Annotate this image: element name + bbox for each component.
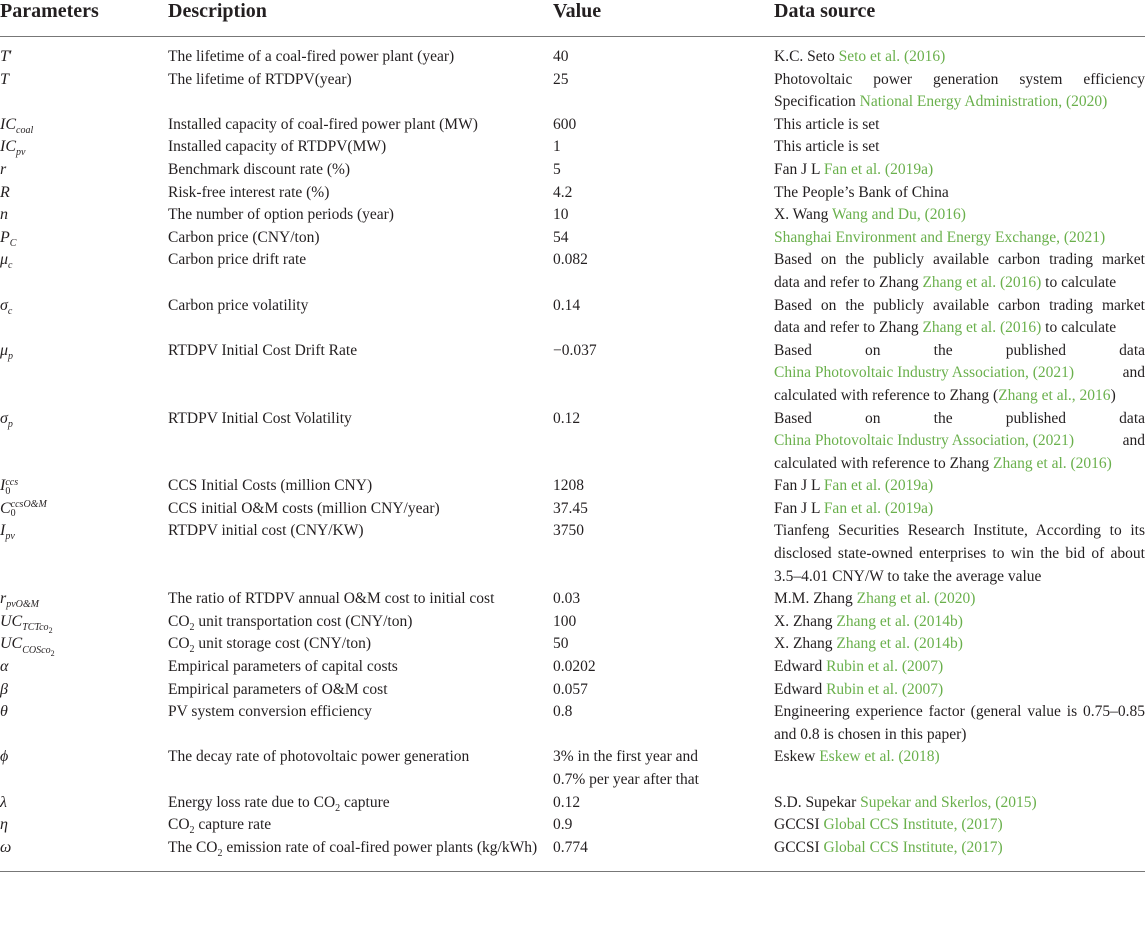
table-row [0, 792, 1145, 815]
param-value: 0.0202 [553, 658, 596, 676]
param-symbol: $P_C$ [0, 228, 17, 249]
header-value: Value [553, 0, 774, 37]
param-description: The number of option periods (year) [168, 206, 394, 224]
table-row [0, 475, 1145, 498]
param-value: 3750 [553, 522, 584, 540]
param-source: This article is set [774, 115, 880, 133]
table-row [0, 114, 1145, 137]
citation-link[interactable]: Eskew et al. (2018) [819, 748, 940, 766]
param-symbol: ω [0, 837, 168, 872]
param-description: The lifetime of RTDPV(year) [168, 70, 352, 88]
table-row [0, 69, 1145, 114]
param-source: Based on the published data China Photovoltaic Industry Association, (2021) and calculated with reference to Zhang Zhang et al. (2016) [774, 409, 1145, 472]
param-value: 0.9 [553, 816, 573, 834]
citation-link[interactable]: Zhang et al. (2016) [922, 273, 1042, 291]
table-row [0, 340, 1145, 408]
param-value: 0.774 [553, 837, 774, 872]
param-source: S.D. Supekar Supekar and Skerlos, (2015) [774, 793, 1037, 811]
param-symbol: ϕ [0, 748, 9, 766]
table-row [0, 701, 1145, 746]
header-parameters: Parameters [0, 0, 168, 37]
param-description: Installed capacity of RTDPV(MW) [168, 138, 387, 156]
param-description: $CO_2$ unit storage cost (CNY/ton) [168, 635, 372, 656]
table-row [0, 204, 1145, 227]
param-symbol: θ [0, 703, 8, 721]
table-row [0, 656, 1145, 679]
param-source: GCCSI Global CCS Institute, (2017) [774, 837, 1145, 872]
citation-link[interactable]: Global CCS Institute, (2017) [823, 816, 1003, 834]
param-symbol: $IC_{coal}$ [0, 115, 34, 136]
param-value: 100 [553, 612, 577, 630]
param-description: $CO_2$ unit transportation cost (CNY/ton) [168, 612, 413, 633]
citation-link[interactable]: Zhang et al. (2016) [922, 319, 1042, 337]
param-value: 0.14 [553, 296, 581, 314]
param-description: CCS initial O&M costs (million CNY/year) [168, 499, 440, 517]
param-value: 50 [553, 635, 569, 653]
param-value: 0.8 [553, 703, 573, 721]
param-value: 600 [553, 115, 577, 133]
param-value: 0.03 [553, 590, 581, 608]
param-source: Fan J L Fan et al. (2019a) [774, 499, 934, 517]
param-source: Fan J L Fan et al. (2019a) [774, 160, 934, 178]
citation-link[interactable]: Fan et al. (2019a) [823, 477, 934, 495]
param-source: Edward Rubin et al. (2007) [774, 680, 944, 698]
param-symbol: I ccs 0 [0, 476, 19, 497]
citation-link[interactable]: Rubin et al. (2007) [826, 680, 944, 698]
table-row [0, 520, 1145, 588]
param-value: 0.057 [553, 680, 588, 698]
param-value: 0.12 [553, 793, 581, 811]
param-value: 54 [553, 228, 569, 246]
param-value: 10 [553, 206, 569, 224]
param-description: Carbon price volatility [168, 296, 309, 314]
param-source [774, 227, 1145, 250]
param-source: Based on the publicly available carbon trading market data and refer to Zhang Zhang et al. (2016) to calculate [774, 296, 1145, 337]
param-symbol: β [0, 680, 8, 698]
param-value: 0.082 [553, 251, 588, 269]
table-row [0, 136, 1145, 159]
header-description: Description [168, 0, 553, 37]
param-symbol: n [0, 206, 8, 224]
param-source: Tianfeng Securities Research Institute, According to its disclosed state-owned enterprises to win the bid of about 3.5–4.01 CNY/W to take the average value [774, 522, 1145, 585]
table-row [0, 227, 1145, 250]
citation-link[interactable]: Seto et al. (2016) [838, 48, 946, 65]
param-source: Based on the published data China Photovoltaic Industry Association, (2021) and calculated with reference to Zhang (Zhang et al., 2016) [774, 341, 1145, 404]
param-description: CCS Initial Costs (million CNY) [168, 477, 373, 495]
citation-link[interactable]: Zhang et al. (2020) [856, 590, 976, 608]
table-row [0, 295, 1145, 340]
param-symbol: r [0, 160, 7, 178]
citation-link[interactable]: Supekar and Skerlos, (2015) [860, 793, 1037, 811]
param-source: Photovoltaic power generation system efficiency Specification National Energy Administration, (2020) [774, 70, 1145, 111]
citation-link[interactable]: Wang and Du, (2016) [832, 206, 966, 224]
param-value: −0.037 [553, 341, 597, 359]
param-description: Empirical parameters of capital costs [168, 658, 398, 676]
param-symbol: $\mu_p$ [0, 341, 14, 362]
param-source: The People’s Bank of China [774, 183, 949, 201]
citation-link[interactable]: Fan et al. (2019a) [823, 499, 934, 517]
param-source: Edward Rubin et al. (2007) [774, 658, 944, 676]
param-value: 25 [553, 70, 569, 88]
param-symbol: $\sigma_p$ [0, 409, 13, 430]
citation-link[interactable]: China Photovoltaic Industry Association, (2021) [774, 364, 1075, 382]
param-source: This article is set [774, 138, 880, 156]
citation-link[interactable]: Fan et al. (2019a) [823, 160, 934, 178]
param-source: X. Zhang Zhang et al. (2014b) [774, 635, 963, 653]
param-source: Based on the publicly available carbon trading market data and refer to Zhang Zhang et al. (2016) to calculate [774, 251, 1145, 291]
table-row [0, 611, 1145, 634]
param-description: RTDPV Initial Cost Drift Rate [168, 341, 358, 359]
citation-link[interactable]: National Energy Administration, (2020) [859, 93, 1108, 111]
citation-link[interactable]: Shanghai Environment and Energy Exchange, (2021) [774, 228, 1106, 246]
param-symbol: T′ [0, 48, 13, 65]
param-source: X. Zhang Zhang et al. (2014b) [774, 612, 963, 630]
param-source: X. Wang Wang and Du, (2016) [774, 206, 966, 224]
param-symbol: η [0, 816, 8, 834]
param-source: Eskew Eskew et al. (2018) [774, 748, 940, 766]
table-row [0, 159, 1145, 182]
citation-link[interactable]: China Photovoltaic Industry Association, (2021) [774, 432, 1075, 450]
param-symbol: $UC_{TCTco_2}$ [0, 612, 53, 636]
param-value: 40 [553, 48, 569, 65]
citation-link[interactable]: Rubin et al. (2007) [826, 658, 944, 676]
param-description: $CO_2$ capture rate [168, 816, 272, 837]
param-description: Risk-free interest rate (%) [168, 183, 330, 201]
param-symbol: R [0, 183, 10, 201]
param-symbol: $\sigma_c$ [0, 296, 13, 317]
table-row [0, 814, 1145, 837]
table-row [0, 679, 1145, 702]
param-description: Energy loss rate due to $CO_2$ capture [168, 793, 390, 814]
table-row [0, 498, 1145, 521]
param-description: Empirical parameters of O&M cost [168, 680, 388, 698]
param-source: Engineering experience factor (general value is 0.75–0.85 and 0.8 is chosen in this paper) [774, 703, 1145, 743]
param-symbol: $UC_{COSco_2}$ [0, 635, 55, 658]
param-description: RTDPV initial cost (CNY/KW) [168, 522, 364, 540]
table-row [0, 249, 1145, 294]
table-row [0, 633, 1145, 656]
param-value: 37.45 [553, 499, 588, 517]
param-description: The ratio of RTDPV annual O&M cost to initial cost [168, 590, 495, 608]
param-symbol: $r_{pvO\&M}$ [0, 590, 40, 611]
param-description: The $CO_2$ emission rate of coal-fired power plants (kg/kWh) [168, 837, 553, 872]
citation-link[interactable]: Zhang et al., 2016 [998, 386, 1111, 404]
citation-link[interactable]: Zhang et al. (2016) [993, 454, 1112, 472]
param-value: 0.12 [553, 409, 581, 427]
param-value: 5 [553, 160, 561, 178]
param-symbol: λ [0, 793, 7, 811]
citation-link[interactable]: Zhang et al. (2014b) [836, 612, 963, 630]
param-value: 3% in the first year and 0.7% per year after that [553, 748, 699, 788]
param-source: K.C. Seto Seto et al. (2016) [774, 48, 946, 65]
param-description: RTDPV Initial Cost Volatility [168, 409, 352, 427]
param-symbol: T [0, 70, 9, 88]
header-row [0, 0, 1145, 37]
table-row [0, 746, 1145, 791]
param-source: M.M. Zhang Zhang et al. (2020) [774, 590, 976, 608]
param-description: PV system conversion efficiency [168, 703, 372, 721]
param-description: The decay rate of photovoltaic power generation [168, 748, 470, 766]
param-symbol: $IC_{pv}$ [0, 138, 26, 159]
header-data-source: Data source [774, 0, 1145, 37]
table-row [0, 588, 1145, 611]
param-value: 4.2 [553, 183, 573, 201]
param-value: 1208 [553, 477, 584, 495]
param-description: Benchmark discount rate (%) [168, 160, 351, 178]
table-row [0, 408, 1145, 476]
param-symbol: $\mu_c$ [0, 251, 13, 272]
param-source: Fan J L Fan et al. (2019a) [774, 477, 934, 495]
param-value: 1 [553, 138, 561, 156]
param-description: The lifetime of a coal-fired power plant (year) [168, 48, 455, 65]
param-source: GCCSI Global CCS Institute, (2017) [774, 816, 1003, 834]
param-description: Installed capacity of coal-fired power plant (MW) [168, 115, 478, 133]
param-symbol: C ccsO&M 0 [0, 499, 47, 520]
citation-link[interactable]: Zhang et al. (2014b) [836, 635, 963, 653]
table-row [0, 837, 1145, 872]
param-symbol: $I_{pv}$ [0, 522, 15, 543]
citation-link[interactable]: Global CCS Institute, (2017) [823, 838, 1003, 856]
param-symbol: α [0, 658, 9, 676]
table-row [0, 182, 1145, 205]
table-row [0, 37, 1145, 69]
param-description: Carbon price drift rate [168, 251, 307, 269]
param-description: Carbon price (CNY/ton) [168, 228, 320, 246]
